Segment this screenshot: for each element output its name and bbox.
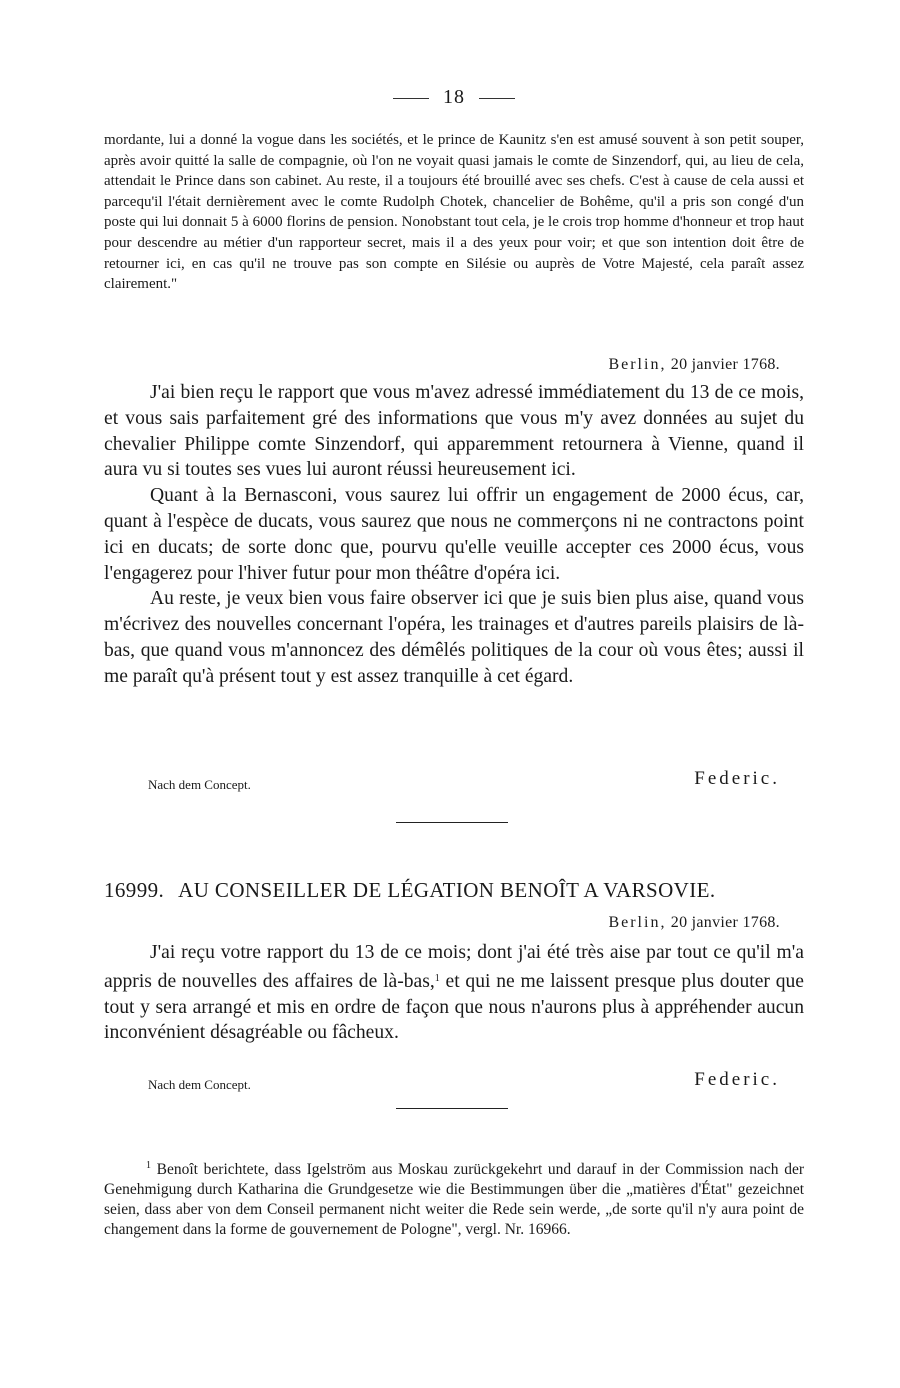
letter2-text-part2: et qui ne me laissent presque plus douter que tout y sera arrangé et mis en ordre de façon que nous n'aurons plus à appréhender aucun inconvénient désagréable ou fâcheux. [104, 970, 804, 1044]
letter1-paragraph: Au reste, je veux bien vous faire observer ici que je suis bien plus aise, quand vous m'écrivez des nouvelles concernant l'opéra, les trainages et d'autres pareils plaisirs de là-bas, que quand vous m'annoncez des démêlés politiques de la cour où vous êtes; aussi il me paraît qu'à présent tout y est assez tranquille à cet égard. [104, 588, 804, 687]
letter2-dateline [608, 914, 780, 932]
footnote [104, 1156, 804, 1240]
letter1-signature: Federic. [694, 768, 780, 789]
letter1-body [104, 380, 804, 690]
footnote-paragraph [104, 1156, 804, 1240]
page-number-text: 18 [443, 86, 465, 108]
letter-continuation [104, 130, 804, 295]
letter1-paragraph: J'ai bien reçu le rapport que vous m'avez adressé immédiatement du 13 de ce mois, et vous sais parfaitement gré des informations que vous m'y avez données au sujet du chevalier Philippe comte Sinzendorf, qui apparemment retournera à Vienne, quand il aura vu si toutes ses vues lui auront réussi heureusement ici. [104, 382, 804, 481]
footnote-marker: 1 [146, 1160, 151, 1171]
letter-continuation-text: mordante, lui a donné la vogue dans les sociétés, et le prince de Kaunitz s'en est amusé souvent à son petit souper, après avoir quitté la salle de compagnie, où l'on ne voyait quasi jamais le comte de Sinzendorf, qui, au lieu de cela, attendait le Prince dans son cabinet. Au reste, il a toujours été brouillé avec ses chefs. C'est à cause de cela aussi et parcequ'il l'était dernièrement avec le comte Rudolph Chotek, chancelier de Bohême, qu'il a pris son congé d'un poste qui lui donnait 5 à 6000 florins de pension. Nonobstant tout cela, je le crois trop homme d'honneur et trop haut pour descendre au métier d'un rapporteur secret, mais il a des yeux pour voir; et que son intention doit être de retourner ici, en cas qu'il ne trouve pas son compte en Silésie ou auprès de Votre Majesté, cela paraît assez clairement." [104, 132, 804, 293]
page-number-right-dash [479, 98, 515, 99]
letter1-paragraph: Quant à la Bernasconi, vous saurez lui offrir un engagement de 2000 écus, car, quant à l'espèce de ducats, vous saurez que nous ne commerçons ni ne contractons point ici en ducats; de sorte donc que, pourvu qu'elle veuille accepter ces 2000 écus, vous l'engagerez pour l'hiver futur pour mon théâtre d'opéra ici. [104, 485, 804, 584]
letter2-body [104, 940, 804, 1046]
letter2-heading [104, 878, 804, 903]
letter1-place: Berlin, [608, 356, 667, 373]
page-number [104, 86, 804, 109]
letter1-source-note: Nach dem Concept. [148, 777, 251, 792]
section-divider [396, 822, 508, 823]
letter2-place: Berlin, [608, 914, 667, 931]
footnote-reference: 1 [434, 972, 440, 984]
footnote-divider [396, 1108, 508, 1109]
letter2-date: 20 janvier 1768. [670, 914, 780, 931]
footnote-text: Benoît berichtete, dass Igelström aus Moskau zurückgekehrt und darauf in der Commission nach der Genehmigung durch Katharina die Grundgesetze wie die Bestimmungen über die „matières d'État" gezeichnet seien, dass aber von dem Conseil permanent nicht weiter die Rede sein werde, „de sorte qu'il n'y aura point de changement dans la forme de gouvernement de Pologne", vergl. Nr. 16966. [104, 1161, 804, 1238]
letter2-text-part1: J'ai reçu votre rapport du 13 de ce mois; dont j'ai été très aise par tout ce qu'il m'a appris de nouvelles des affaires de là-bas, [104, 942, 804, 992]
page-number-left-dash [393, 98, 429, 99]
letter1-date: 20 janvier 1768. [670, 356, 780, 373]
letter2-number: 16999. [104, 878, 165, 902]
letter2-title: AU CONSEILLER DE LÉGATION BENOÎT A VARSOVIE. [178, 878, 716, 902]
letter2-signature: Federic. [694, 1069, 780, 1090]
letter1-dateline [608, 356, 780, 374]
letter2-source-note: Nach dem Concept. [148, 1077, 251, 1092]
letter2-paragraph [104, 940, 804, 1046]
